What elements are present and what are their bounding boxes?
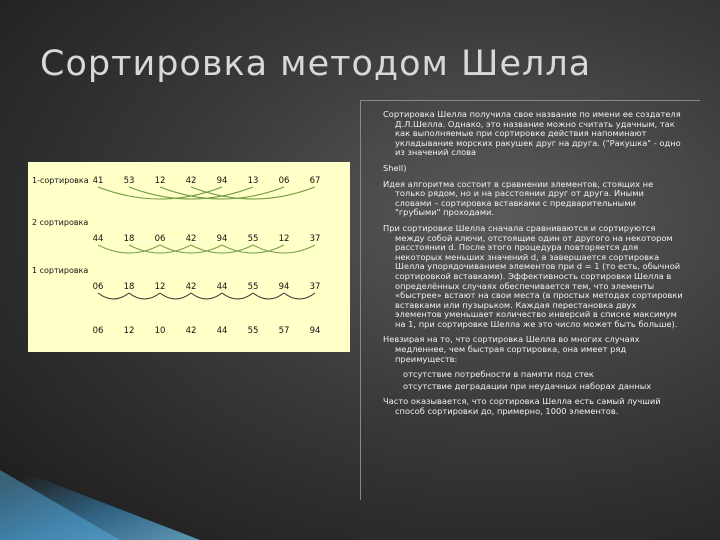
- array-value: 12: [123, 326, 135, 336]
- array-value: 18: [123, 234, 135, 244]
- comparison-arc: [129, 187, 253, 199]
- array-value: 67: [309, 176, 321, 186]
- array-value: 37: [309, 282, 321, 292]
- array-value: 53: [123, 176, 135, 186]
- paragraph-origin: Сортировка Шелла получила свое название по имени ее создателя Д.Л.Шелла. Однако, это название можно считать удачным, так как выполняемые при сортировке действия напоминают укладывание морских ракушек друг на друга. ("Ракушка" - одно из значений слова: [383, 109, 681, 158]
- paragraph-shell: Shell): [383, 162, 407, 173]
- array-value: 06: [92, 282, 104, 292]
- advantage-item: отсутствие деградации при неудачных наборах данных: [403, 380, 652, 391]
- comparison-arc: [191, 293, 222, 299]
- paragraph-method: При сортировке Шелла сначала сравниваются и сортируются между собой ключи, отстоящие один от другого на некотором расстоянии d. После этого процедура повторяется для некоторых меньших значений d, а завершается сортировка Шелла упорядочиванием элементов при d = 1 (то есть, обычной сортировкой вставками). Эффективность сортировки Шелла в определённых случаях обеспечивается тем, что элементы «быстрее» встают на свои места (в простых методах сортировки вставками или пузырьком. Каждая перестановка двух элементов уменьшает количество инверсий в списке максимум на 1, при сортировке Шелла же это число может быть больше).: [383, 222, 683, 329]
- comparison-arc: [222, 293, 253, 299]
- comparison-arc: [160, 187, 284, 199]
- comparison-arc: [191, 187, 315, 199]
- row-label: 1 сортировка: [32, 266, 89, 275]
- array-value: 42: [185, 234, 197, 244]
- array-value: 42: [185, 326, 197, 336]
- array-value: 13: [247, 176, 259, 186]
- comparison-arc: [129, 293, 160, 299]
- array-value: 41: [92, 176, 104, 186]
- comparison-arc: [160, 293, 191, 299]
- paragraph-idea: Идея алгоритма состоит в сравнении элементов, стоящих не только рядом, но и на расстоянии друг от друга. Иными словами – сортировка вставками с предварительными "грубыми" проходами.: [383, 178, 654, 218]
- array-value: 18: [123, 282, 135, 292]
- array-value: 94: [216, 176, 228, 186]
- array-value: 44: [92, 234, 104, 244]
- array-value: 44: [216, 282, 228, 292]
- array-value: 06: [154, 234, 166, 244]
- array-value: 06: [92, 326, 104, 336]
- advantage-item: отсутствие потребности в памяти под стек: [403, 369, 594, 380]
- slide-title: Сортировка методом Шелла: [40, 44, 592, 84]
- paragraph-advantages: Невзирая на то, что сортировка Шелла во многих случаях медленнее, чем быстрая сортировка, она имеет ряд преимуществ:: [383, 334, 640, 364]
- array-value: 94: [216, 234, 228, 244]
- array-value: 06: [278, 176, 290, 186]
- array-value: 42: [185, 176, 197, 186]
- array-value: 10: [154, 326, 166, 336]
- array-value: 42: [185, 282, 197, 292]
- array-value: 55: [247, 282, 259, 292]
- array-value: 55: [247, 234, 259, 244]
- paragraph-conclusion: Часто оказывается, что сортировка Шелла есть самый лучший способ сортировки до, примерно, 1000 элементов.: [383, 396, 661, 417]
- frame-line-top: [360, 100, 700, 101]
- array-value: 12: [278, 234, 290, 244]
- comparison-arc: [253, 293, 284, 299]
- comparison-arc: [98, 187, 222, 199]
- array-value: 55: [247, 326, 259, 336]
- frame-line-left: [360, 100, 361, 500]
- row-label: 2 сортировка: [32, 218, 89, 227]
- array-value: 12: [154, 282, 166, 292]
- comparison-arc: [98, 293, 129, 299]
- comparison-arc: [284, 293, 315, 299]
- array-value: 37: [309, 234, 321, 244]
- array-value: 12: [154, 176, 166, 186]
- sort-arcs: [28, 162, 350, 352]
- array-value: 44: [216, 326, 228, 336]
- array-value: 57: [278, 326, 290, 336]
- array-value: 94: [278, 282, 290, 292]
- row-label: 1-сортировка: [32, 176, 89, 185]
- advantages-list: [383, 370, 683, 391]
- slide-text: [383, 110, 683, 423]
- shell-sort-diagram: [28, 162, 350, 352]
- array-value: 94: [309, 326, 321, 336]
